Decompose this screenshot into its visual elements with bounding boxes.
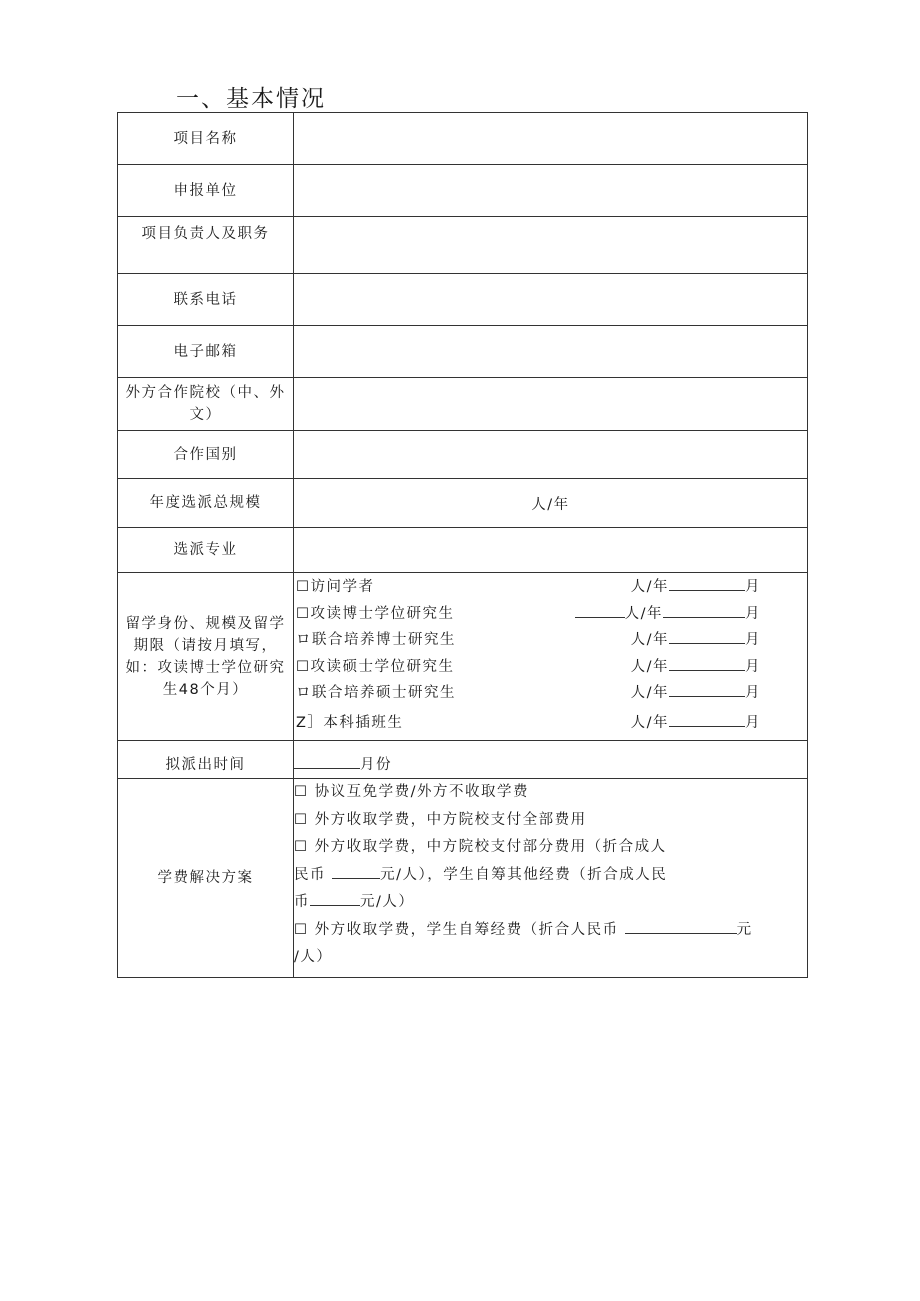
- scale-field[interactable]: 人/年: [294, 479, 808, 528]
- month-blank[interactable]: [669, 654, 745, 671]
- dispatch-month-blank[interactable]: [294, 752, 360, 769]
- month-text: 月: [745, 714, 761, 731]
- major-field[interactable]: [294, 528, 808, 573]
- partner-label-line2: 文）: [189, 407, 222, 423]
- tuition-option-self-funded-line2: /人）: [294, 949, 333, 965]
- count-blank[interactable]: [575, 601, 625, 618]
- row-tuition: [118, 779, 808, 978]
- tuition-label: 学费解决方案: [118, 779, 294, 978]
- row-identity: [118, 573, 808, 741]
- dispatch-month-suffix: 月份: [360, 757, 392, 773]
- month-text: 月: [745, 605, 761, 622]
- month-text: 月: [745, 632, 761, 649]
- country-field[interactable]: [294, 431, 808, 479]
- tuition-option-china-partial-line2: [294, 862, 807, 890]
- identity-label-line: 如：攻读博士学位研究: [125, 659, 286, 676]
- month-text: 月: [745, 685, 761, 702]
- option-quantity: [631, 654, 761, 681]
- leader-field[interactable]: [294, 217, 808, 274]
- email-label: 电子邮箱: [118, 326, 294, 378]
- row-leader: [118, 217, 808, 274]
- identity-options: [294, 573, 808, 741]
- tuition-option-self-funded-line1: [294, 917, 807, 945]
- identity-option-master-degree[interactable]: [294, 654, 807, 681]
- option-label: ロ联合培养硕士研究生: [296, 685, 456, 702]
- tuition-option-china-full[interactable]: ☐ 外方收取学费，中方院校支付全部费用: [294, 811, 587, 828]
- project-name-field[interactable]: [294, 113, 808, 165]
- row-email: [118, 326, 808, 378]
- self-funded-amount-blank[interactable]: [625, 917, 737, 934]
- scale-label: 年度选派总规模: [118, 479, 294, 528]
- identity-option-undergraduate[interactable]: [294, 707, 807, 739]
- dispatch-time-field: [294, 741, 808, 779]
- per-year-text: 人/年: [630, 714, 669, 731]
- row-project-name: [118, 113, 808, 165]
- row-dispatch-time: [118, 741, 808, 779]
- identity-option-visiting-scholar[interactable]: [294, 574, 807, 601]
- month-blank[interactable]: [669, 680, 745, 697]
- identity-label-line: 期限（请按月填写，: [133, 637, 278, 654]
- currency-text: 币: [294, 894, 310, 910]
- option-quantity: [575, 601, 761, 628]
- rmb-text: 民币: [294, 866, 326, 883]
- month-blank[interactable]: [663, 601, 745, 618]
- china-amount-blank[interactable]: [332, 862, 380, 879]
- option-quantity: [631, 707, 761, 739]
- partner-field[interactable]: [294, 378, 808, 431]
- tuition-option-china-partial-line1: ☐ 外方收取学费，中方院校支付部分费用（折合成人: [294, 839, 667, 855]
- row-major: [118, 528, 808, 573]
- option-label: ☐攻读硕士学位研究生: [296, 658, 455, 675]
- phone-field[interactable]: [294, 274, 808, 326]
- per-year-text: 人/年: [630, 658, 669, 675]
- identity-option-phd-degree[interactable]: [294, 601, 807, 628]
- applicant-unit-label: 申报单位: [118, 165, 294, 217]
- per-person-text: 元/人），学生自筹其他经费（折合成人民: [380, 866, 668, 883]
- row-applicant-unit: [118, 165, 808, 217]
- row-country: [118, 431, 808, 479]
- partner-label: [118, 378, 294, 431]
- month-blank[interactable]: [669, 627, 745, 644]
- yuan-text: 元: [736, 921, 753, 938]
- per-year-text: 人/年: [630, 685, 669, 702]
- option-label: Z］本科插班生: [296, 714, 404, 731]
- row-partner: [118, 378, 808, 431]
- month-text: 月: [745, 658, 761, 675]
- applicant-unit-field[interactable]: [294, 165, 808, 217]
- tuition-options: [294, 779, 808, 978]
- row-phone: [118, 274, 808, 326]
- per-person-text: 元/人）: [360, 894, 415, 910]
- identity-option-joint-phd[interactable]: [294, 627, 807, 654]
- tuition-option-self-funded[interactable]: [294, 917, 807, 972]
- option-quantity: [631, 574, 761, 601]
- email-field[interactable]: [294, 326, 808, 378]
- country-label: 合作国别: [118, 431, 294, 479]
- self-amount-blank[interactable]: [310, 889, 360, 906]
- option-label: ロ联合培养博士研究生: [296, 632, 456, 649]
- identity-label-line: 留学身份、规模及留学: [125, 615, 286, 632]
- tuition-option-china-partial-line3: [294, 889, 807, 917]
- option-quantity: [631, 627, 761, 654]
- dispatch-time-label: 拟派出时间: [118, 741, 294, 779]
- tuition-option-mutual-waiver[interactable]: ☐ 协议互免学费/外方不收取学费: [294, 784, 529, 800]
- leader-label: 项目负责人及职务: [118, 217, 294, 274]
- major-label: 选派专业: [118, 528, 294, 573]
- identity-option-joint-master[interactable]: [294, 680, 807, 707]
- month-text: 月: [745, 579, 761, 596]
- identity-label: [118, 573, 294, 741]
- basic-info-table: [117, 112, 808, 978]
- month-blank[interactable]: [669, 574, 745, 591]
- phone-label: 联系电话: [118, 274, 294, 326]
- project-name-label: 项目名称: [118, 113, 294, 165]
- self-funded-text: ☐ 外方收取学费，学生自筹经费（折合人民币: [294, 921, 619, 938]
- section-title: 一、基本情况: [176, 86, 326, 112]
- option-label: ☐攻读博士学位研究生: [296, 605, 455, 622]
- row-scale: [118, 479, 808, 528]
- per-year-text: 人/年: [630, 632, 669, 649]
- per-year-text: 人/年: [624, 605, 663, 622]
- option-quantity: [631, 680, 761, 707]
- per-year-text: 人/年: [630, 579, 669, 596]
- identity-label-line: 生48个月）: [162, 681, 249, 698]
- partner-label-line1: 外方合作院校（中、外: [125, 385, 286, 401]
- option-label: ☐访问学者: [296, 579, 375, 596]
- month-blank[interactable]: [669, 710, 745, 727]
- tuition-option-china-partial[interactable]: [294, 834, 807, 917]
